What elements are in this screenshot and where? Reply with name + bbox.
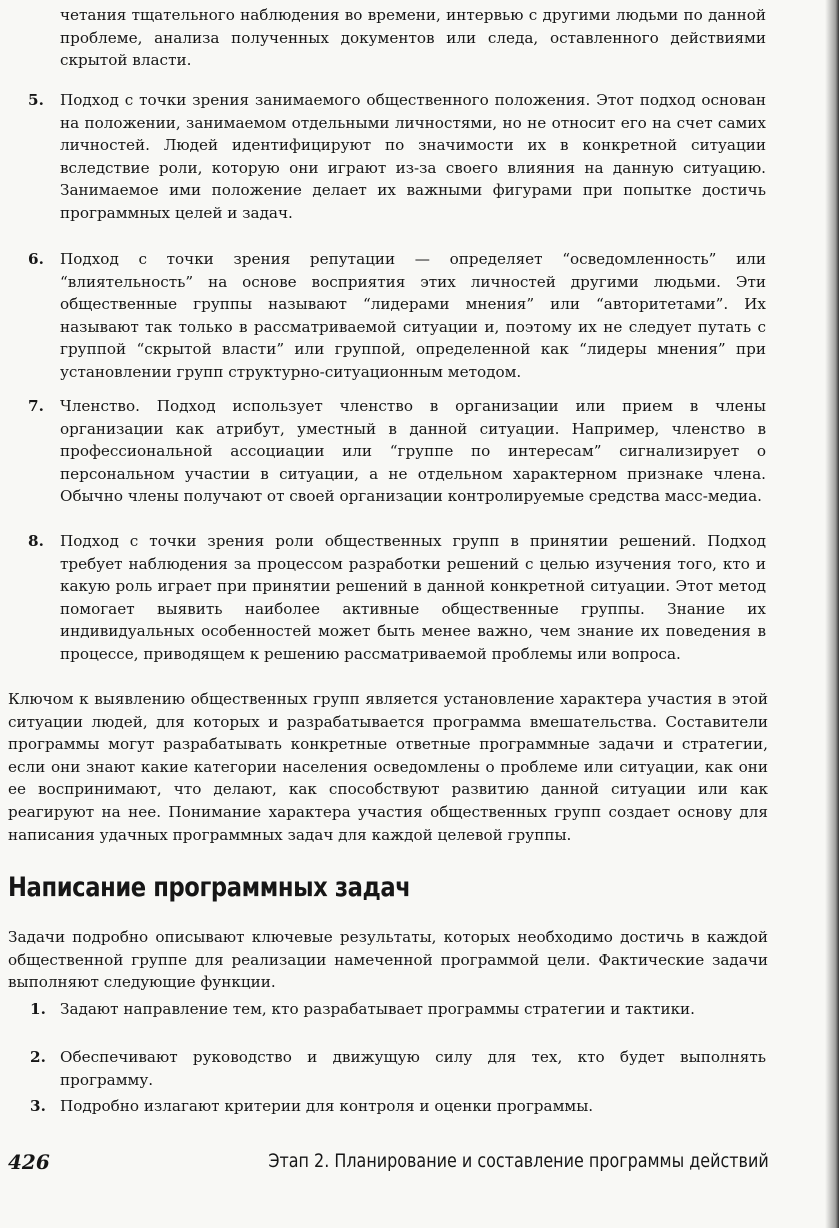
page-edge-shadow [825, 0, 839, 1228]
function-item-number: 3. [30, 1097, 46, 1115]
list-item-text: Членство. Подход использует членство в организации или прием в члены организации как атрибут, уместный в данной ситуации. Например, членство в профессиональной ассоциации или “группе по интересам” сигнализирует о персональном участии в ситуации, а не отдельном характерном признаке члена. Обычно члены получают от своей организации контролируемые средства масс-медиа. [60, 397, 766, 506]
list-item-number: 8. [28, 532, 44, 550]
list-item-text: Подход с точки зрения репутации — определяет “осведомленность” или “влиятельность” на основе восприятия этих личностей другими людьми. Эти общественные группы называют “лидерами мнения” или “авторитетами”. Их называют так только в рассматриваемой ситуации и, поэтому их не следует путать с группой “скрытой власти” или группой, определенной как “лидеры мнения” при установлении групп структурно-ситуационным методом. [60, 250, 766, 381]
list-item-text: Подход с точки зрения роли общественных групп в принятии решений. Подход требует наблюдения за процессом разработки решений с целью изучения того, кто и какую роль играет при принятии решений в данной конкретной ситуации. Этот метод помогает выявить наиболее активные общественные группы. Знание их индивидуальных особенностей может быть менее важно, чем знание их поведения в процессе, приводящем к решению рассматриваемой проблемы или вопроса. [60, 532, 766, 663]
list-item-number: 6. [28, 250, 44, 268]
function-item-number: 1. [30, 1000, 46, 1018]
list-item-number: 7. [28, 397, 44, 415]
function-item-text: Обеспечивают руководство и движущую силу для тех, кто будет выполнять программу. [60, 1048, 766, 1089]
running-footer-title: Этап 2. Планирование и составление программы действий [268, 1150, 769, 1172]
list-item-number: 5. [28, 91, 44, 109]
intro-text: четания тщательного наблюдения во времени, интервью с другими людьми по данной проблеме, анализа полученных документов или следа, оставленного действиями скрытой власти. [60, 6, 766, 70]
list-item-text: Подход с точки зрения занимаемого общественного положения. Этот подход основан на положении, занимаемом отдельными личностями, но не относит его на счет самих личностей. Людей идентифицируют по значимости их в конкретной ситуации вследствие роли, которую они играют из-за своего влияния на данную ситуацию. Занимаемое ими положение делает их важными фигурами при попытке достичь программных целей и задач. [60, 91, 766, 222]
function-item-text: Подробно излагают критерии для контроля и оценки программы. [60, 1097, 594, 1115]
section-heading: Написание программных задач [8, 872, 411, 903]
function-item-number: 2. [30, 1048, 46, 1066]
function-item-text: Задают направление тем, кто разрабатывает программы стратегии и тактики. [60, 1000, 696, 1018]
page-number: 426 [8, 1150, 50, 1174]
body-paragraph: Ключом к выявлению общественных групп является установление характера участия в этой ситуации людей, для которых и разрабатывается программа вмешательства. Составители программы могут разрабатывать конкретные ответные программные задачи и стратегии, если они знают какие категории населения осведомлены о проблеме или ситуации, как они ее воспринимают, что делают, как способствуют развитию данной ситуации или как реагируют на нее. Понимание характера участия общественных групп создает основу для написания удачных программных задач для каждой целевой группы. [8, 690, 768, 844]
body-paragraph: Задачи подробно описывают ключевые результаты, которых необходимо достичь в каждой общественной группе для реализации намеченной программой цели. Фактические задачи выполняют следующие функции. [8, 928, 768, 992]
